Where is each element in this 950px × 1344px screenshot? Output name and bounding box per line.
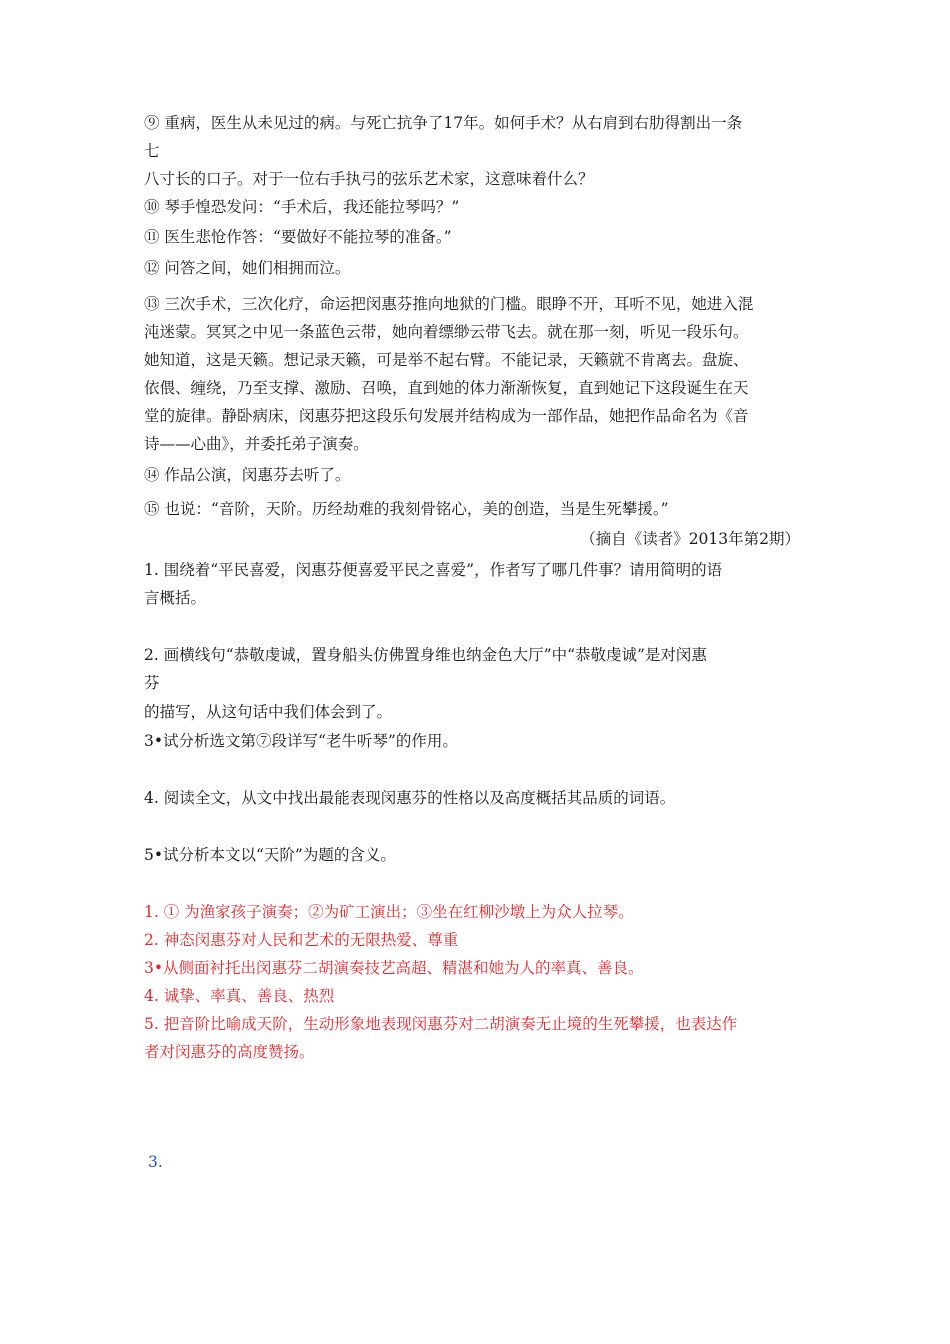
source-citation: （摘自《读者》2013年第2期） <box>580 530 800 548</box>
para-9-line-1: ⑨ 重病，医生从未见过的病。与死亡抗争了17年。如何手术？从右肩到右肋得割出一条 <box>144 114 743 132</box>
para-9-line-3: 八寸长的口子。对于一位右手执弓的弦乐艺术家，这意味着什么？ <box>144 170 594 188</box>
question-2-line-1: 2. 画横线句“恭敬虔诚，置身船头仿佛置身维也纳金色大厅”中“恭敬虔诚”是对闵惠 <box>144 646 707 664</box>
para-13-line-3: 她知道，这是天籁。想记录天籁，可是举不起右臂。不能记录，天籁就不肯离去。盘旋、 <box>144 351 749 369</box>
para-13-line-2: 沌迷蒙。冥冥之中见一条蓝色云带，她向着缥缈云带飞去。就在那一刻，听见一段乐句。 <box>144 323 749 341</box>
answer-5-line-2: 者对闵惠芬的高度赞扬。 <box>144 1043 315 1061</box>
question-2-line-3: 的描写，从这句话中我们体会到了。 <box>144 703 393 721</box>
para-13-line-5: 堂的旋律。静卧病床，闵惠芬把这段乐句发展并结构成为一部作品，她把作品命名为《音 <box>144 407 749 425</box>
answer-4: 4. 诚挚、率真、善良、热烈 <box>144 987 335 1005</box>
para-12: ⑫ 问答之间，她们相拥而泣。 <box>144 259 351 277</box>
question-2-line-2: 芬 <box>144 674 160 692</box>
para-9-line-2: 七 <box>144 142 160 160</box>
question-1-line-2: 言概括。 <box>144 589 207 607</box>
para-13-line-4: 依偎、缠绕，乃至支撑、激励、召唤，直到她的体力渐渐恢复，直到她记下这段诞生在天 <box>144 379 749 397</box>
para-15: ⑮ 也说：“音阶，天阶。历经劫难的我刻骨铭心，美的创造，当是生死攀援。” <box>144 500 669 518</box>
answer-1: 1. ① 为渔家孩子演奏；②为矿工演出；③坐在红柳沙墩上为众人拉琴。 <box>144 903 634 921</box>
para-14: ⑭ 作品公演，闵惠芬去听了。 <box>144 466 351 484</box>
answer-3: 3•从侧面衬托出闵惠芬二胡演奏技艺高超、精湛和她为人的率真、善良。 <box>144 959 644 977</box>
question-4: 4. 阅读全文，从文中找出最能表现闵惠芬的性格以及高度概括其品质的词语。 <box>144 789 676 807</box>
answer-5-line-1: 5. 把音阶比喻成天阶，生动形象地表现闵惠芬对二胡演奏无止境的生死攀援，也表达作 <box>144 1015 738 1033</box>
para-11: ⑪ 医生悲怆作答：“要做好不能拉琴的准备。” <box>144 228 452 246</box>
question-1-line-1: 1. 围绕着“平民喜爱，闵惠芬便喜爱平民之喜爱”，作者写了哪几件事？请用简明的语 <box>144 561 723 579</box>
para-10: ⑩ 琴手惶恐发问：“手术后，我还能拉琴吗？” <box>144 198 460 216</box>
answer-2: 2. 神态闵惠芬对人民和艺术的无限热爱、尊重 <box>144 931 459 949</box>
para-13-line-6: 诗——心曲》，并委托弟子演奏。 <box>144 435 369 453</box>
para-13-line-1: ⑬ 三次手术，三次化疗，命运把闵惠芬推向地狱的门槛。眼睁不开，耳听不见，她进入混 <box>144 295 754 313</box>
question-5: 5•试分析本文以“天阶”为题的含义。 <box>144 846 396 864</box>
question-3: 3•试分析选文第⑦段详写“老牛听琴”的作用。 <box>144 732 458 750</box>
footer-number: 3. <box>148 1153 163 1171</box>
